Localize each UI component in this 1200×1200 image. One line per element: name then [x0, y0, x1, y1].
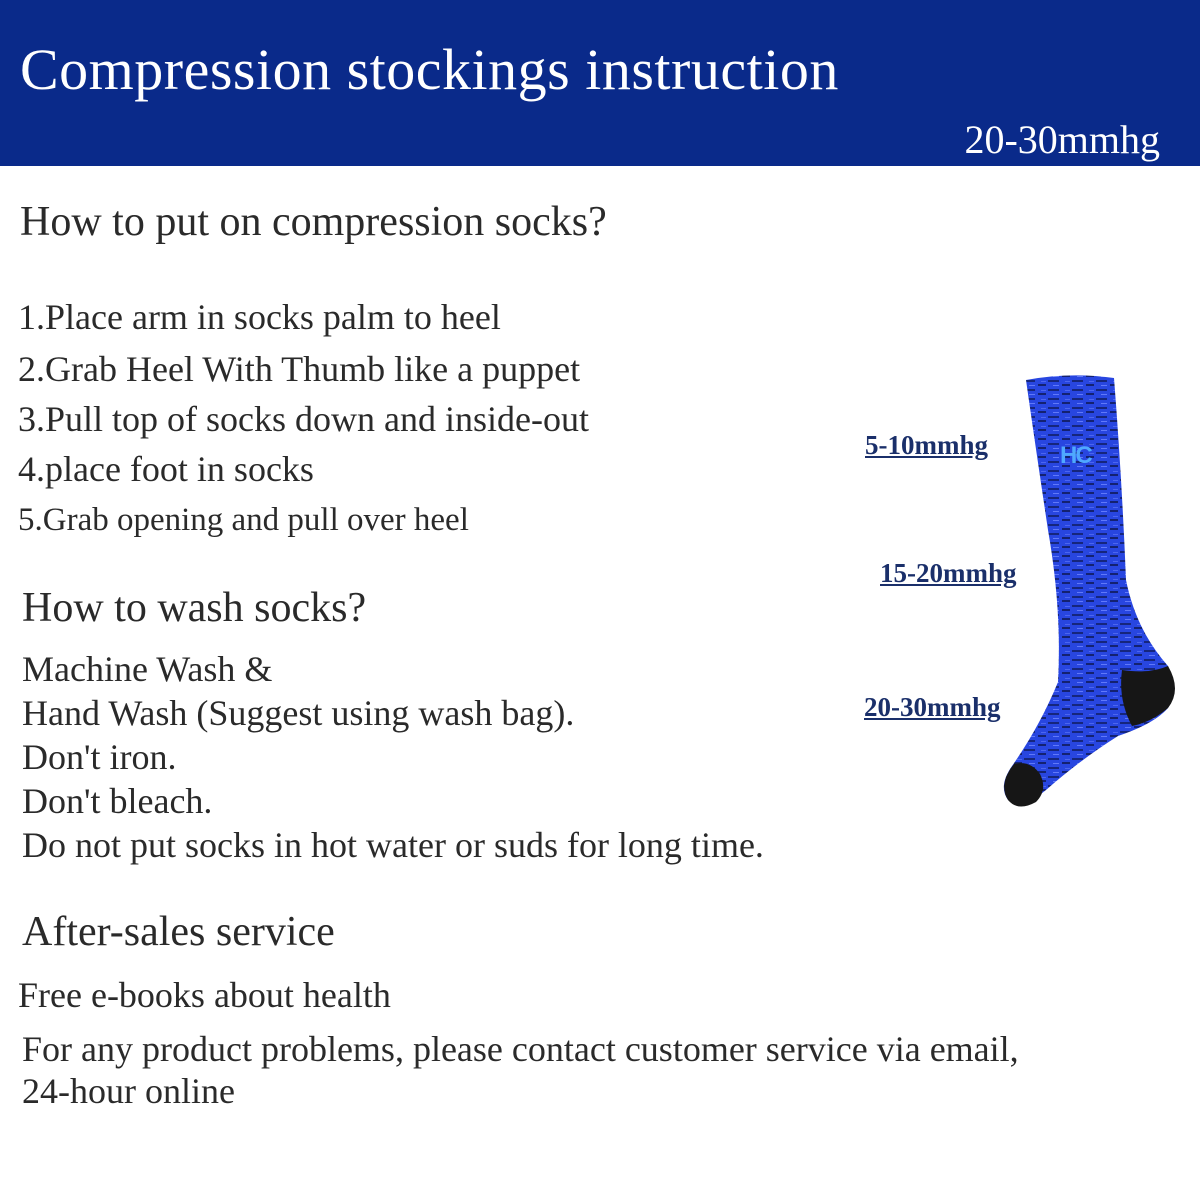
page-title: Compression stockings instruction [20, 37, 839, 102]
step-3: 3.Pull top of socks down and inside-out [18, 399, 589, 439]
wash-heading: How to wash socks? [22, 585, 367, 631]
after-sales-line-3: 24-hour online [22, 1071, 235, 1111]
step-2: 2.Grab Heel With Thumb like a puppet [18, 349, 581, 389]
hc-logo: HC [1060, 442, 1091, 469]
pressure-label-lower: 20-30mmhg [864, 692, 1001, 722]
compression-rating: 20-30mmhg [964, 117, 1160, 162]
after-sales-line-1: Free e-books about health [18, 975, 391, 1015]
wash-line-3: Don't iron. [22, 737, 177, 777]
after-sales-line-2: For any product problems, please contact customer service via email, [22, 1029, 1019, 1069]
sock-illustration [850, 370, 1190, 820]
put-on-heading: How to put on compression socks? [20, 199, 607, 245]
step-4: 4.place foot in socks [18, 449, 314, 489]
wash-line-5: Do not put socks in hot water or suds for long time. [22, 825, 764, 865]
wash-line-1: Machine Wash & [22, 649, 273, 689]
header-banner [0, 0, 1200, 166]
after-sales-heading: After-sales service [22, 909, 335, 955]
step-1: 1.Place arm in socks palm to heel [18, 297, 501, 337]
compression-sock-image [1000, 370, 1180, 820]
wash-line-4: Don't bleach. [22, 781, 213, 821]
step-5: 5.Grab opening and pull over heel [18, 502, 469, 538]
wash-line-2: Hand Wash (Suggest using wash bag). [22, 693, 575, 733]
pressure-label-upper: 5-10mmhg [865, 430, 988, 460]
pressure-label-middle: 15-20mmhg [880, 558, 1017, 588]
